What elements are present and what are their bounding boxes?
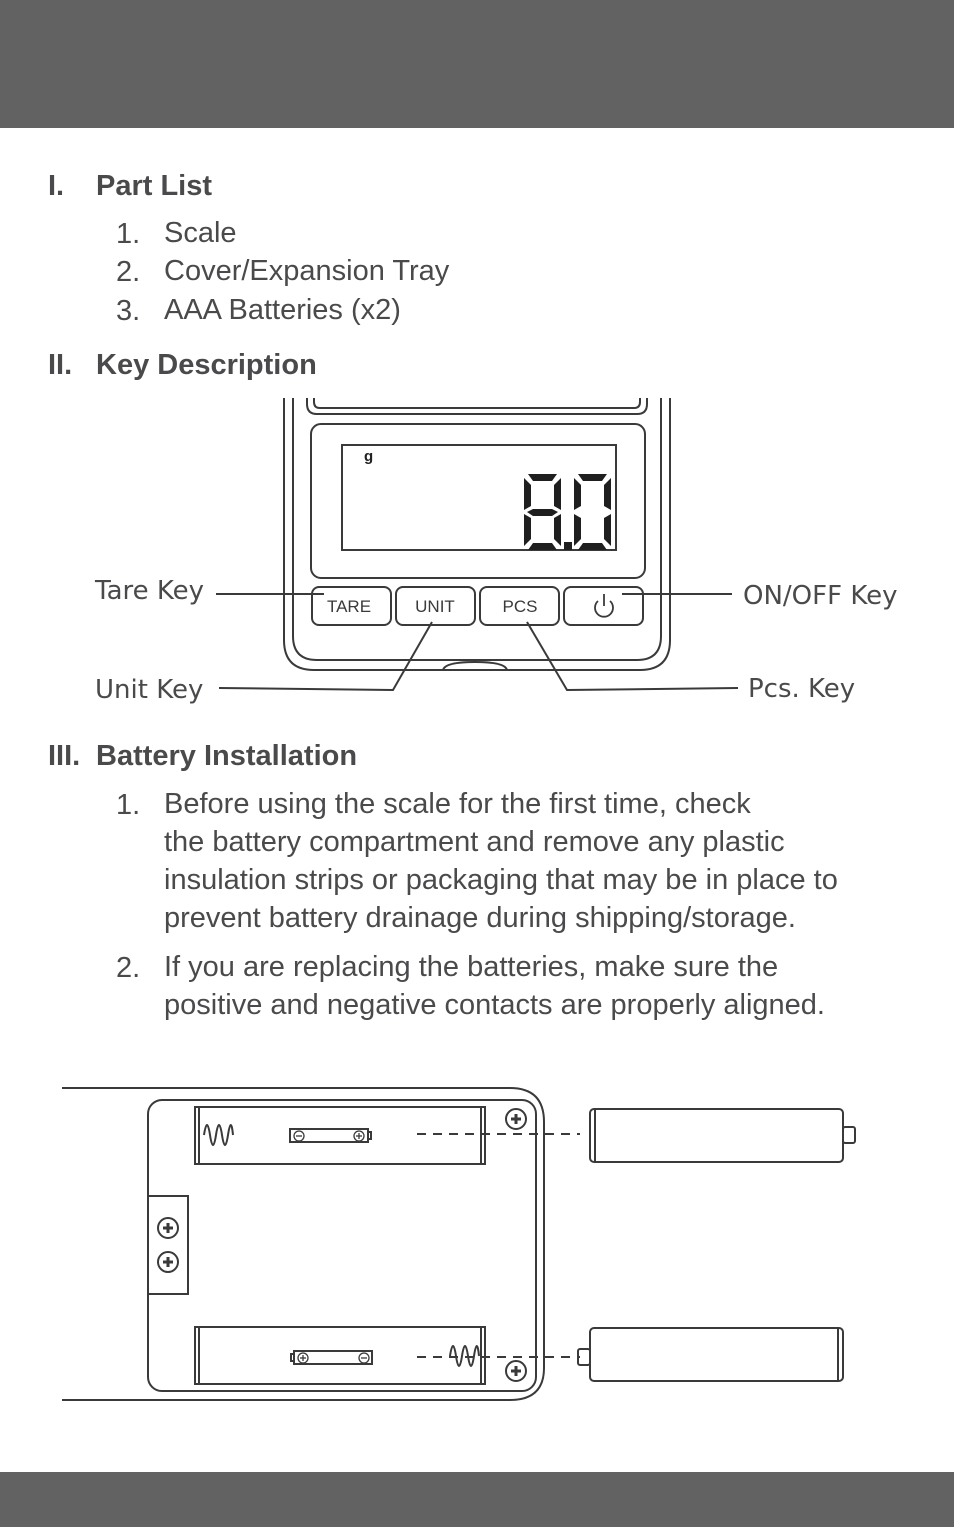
section-title-battery-installation: Battery Installation: [96, 740, 358, 772]
list-item-number: 3.: [116, 295, 141, 327]
footer-band: [0, 1472, 954, 1527]
battery-icon: [590, 1109, 855, 1162]
tare-key-callout: Tare Key: [95, 576, 205, 606]
section-title-key-description: Key Description: [96, 349, 317, 381]
list-item-number: 2.: [116, 256, 141, 288]
battery-slot-bottom: [195, 1327, 485, 1384]
section-number: III.: [48, 740, 81, 772]
instruction-line: If you are replacing the batteries, make sure the: [164, 951, 779, 983]
section-number: II.: [48, 349, 73, 381]
pcs-key-callout: Pcs. Key: [748, 674, 856, 704]
instruction-line: insulation strips or packaging that may be in place to: [164, 864, 838, 896]
section-title-part-list: Part List: [96, 170, 213, 202]
screw-icon: [506, 1109, 526, 1129]
battery-slot-top: [195, 1107, 485, 1164]
onoff-key-callout: ON/OFF Key: [743, 581, 898, 611]
instruction-line: the battery compartment and remove any plastic: [164, 826, 785, 858]
instruction-line: Before using the scale for the first time, check: [164, 788, 751, 820]
list-item-number: 1.: [116, 218, 141, 250]
spring-icon: [204, 1125, 233, 1145]
unit-key-callout: Unit Key: [95, 675, 204, 705]
tare-button-label: TARE: [326, 597, 372, 616]
instruction-line: positive and negative contacts are properly aligned.: [164, 989, 825, 1021]
list-item: Scale: [164, 217, 237, 249]
list-item-number: 1.: [116, 789, 141, 821]
pcs-button-label: PCS: [502, 597, 538, 616]
unit-button-label: UNIT: [415, 597, 455, 616]
screw-icon: [506, 1361, 526, 1381]
section-number: I.: [48, 170, 65, 202]
list-item-number: 2.: [116, 952, 141, 984]
list-item: Cover/Expansion Tray: [164, 255, 450, 287]
list-item: AAA Batteries (x2): [164, 294, 401, 326]
screw-icon: [158, 1252, 178, 1272]
screw-icon: [158, 1218, 178, 1238]
instruction-line: prevent battery drainage during shipping/storage.: [164, 902, 796, 934]
battery-icon: [578, 1328, 843, 1381]
screw-plate: [148, 1196, 188, 1294]
lcd-unit-label: g: [364, 448, 374, 465]
